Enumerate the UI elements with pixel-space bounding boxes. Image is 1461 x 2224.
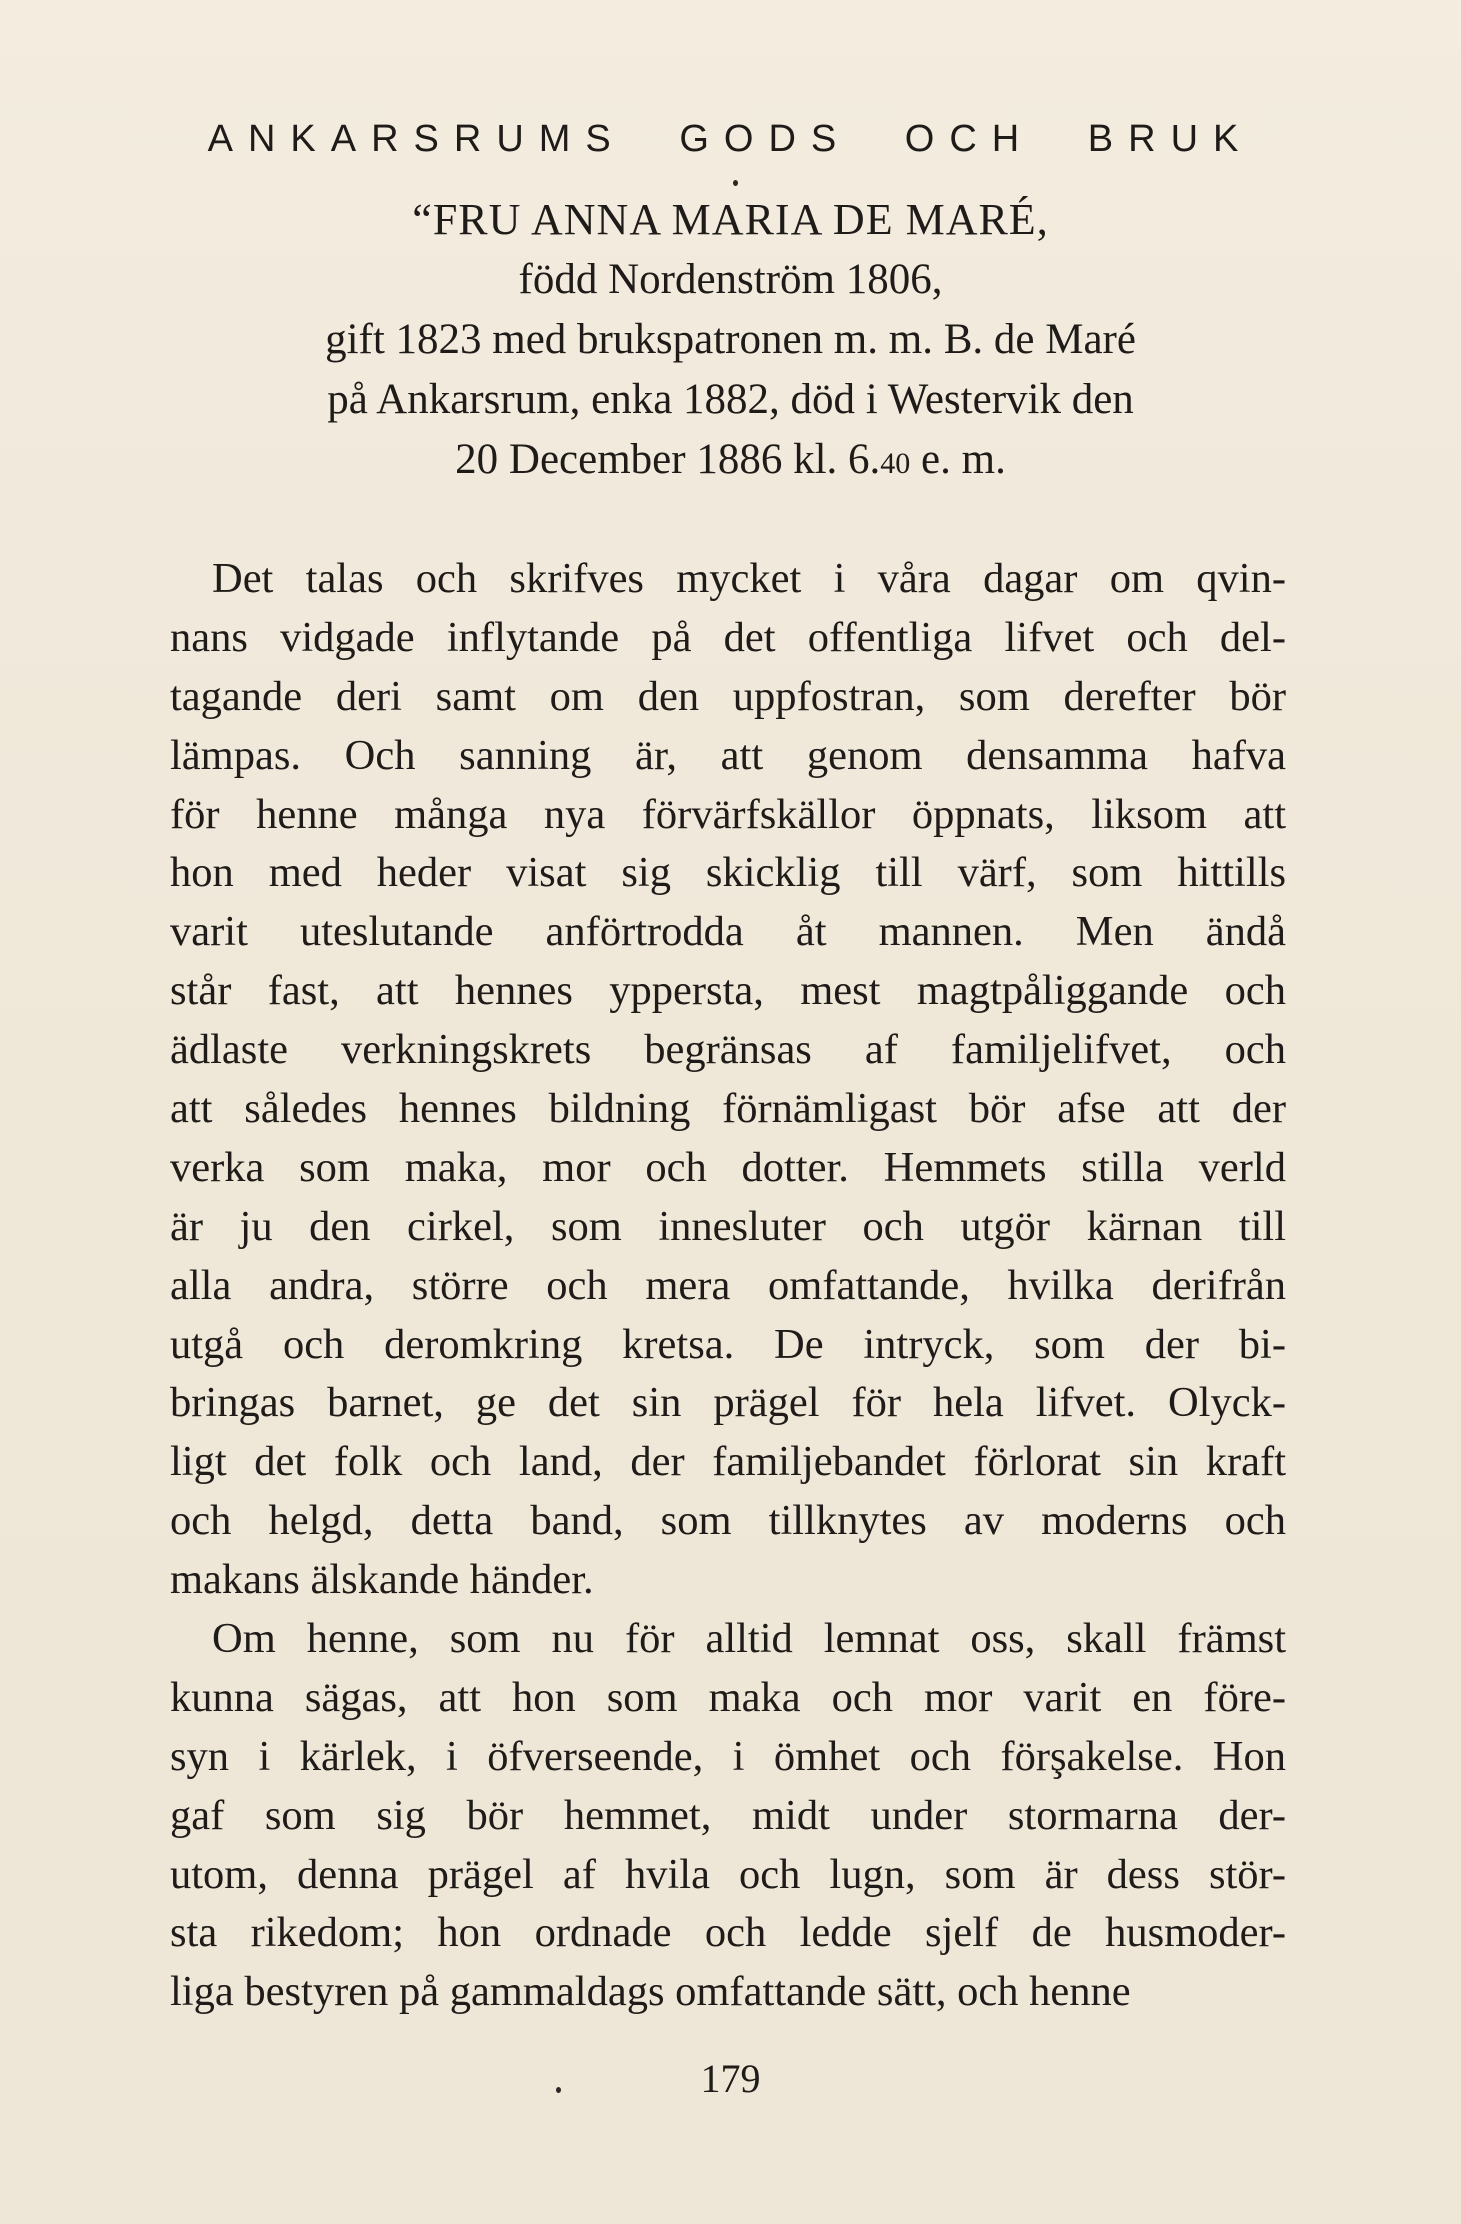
page-number: 179: [700, 2056, 761, 2101]
text-line: utom, denna prägel af hvila och lugn, som är dess stör-: [170, 1850, 1286, 1898]
text-line: tagande deri samt om den uppfostran, som derefter bör: [170, 672, 1286, 720]
text-line: bringas barnet, ge det sin prägel för hela lifvet. Olyck-: [170, 1379, 1286, 1427]
text-line: sta rikedom; hon ordnade och ledde sjelf de husmoder-: [170, 1909, 1286, 1957]
text-line: att således hennes bildning förnämligast bör afse att der: [170, 1085, 1286, 1133]
epitaph-date: 20 December 1886 kl. 6.: [455, 436, 881, 483]
text-line: är ju den cirkel, som innesluter och utgör kärnan till: [170, 1202, 1286, 1250]
text-line: ädlaste verkningskrets begränsas af familjelifvet, och: [170, 1026, 1286, 1074]
text-line: utgå och deromkring kretsa. De intryck, som der bi-: [170, 1320, 1286, 1368]
text-line: står fast, att hennes yppersta, mest magtpåliggande och: [170, 967, 1286, 1015]
epitaph-line: på Ankarsrum, enka 1882, död i Westervik den: [327, 376, 1134, 423]
text-line: och helgd, detta band, som tillknytes av moderns och: [170, 1497, 1286, 1545]
running-head: ANKARSRUMS GODS OCH BRUK: [207, 118, 1254, 160]
text-line: för henne många nya förvärfskällor öppnats, liksom att: [170, 790, 1286, 838]
paragraph: [170, 550, 1286, 1610]
text-line: liga bestyren på gammaldags omfattande sätt, och henne: [170, 1968, 1131, 2016]
epitaph-line: [0, 430, 1461, 494]
text-line: nans vidgade inflytande på det offentliga lifvet och del-: [170, 613, 1286, 661]
text-line: Det talas och skrifves mycket i våra dagar om qvin-: [212, 555, 1286, 602]
text-line: gaf som sig bör hemmet, midt under stormarna der-: [170, 1791, 1286, 1839]
text-line: kunna sägas, att hon som maka och mor varit en före-: [170, 1673, 1286, 1721]
text-line: hon med heder visat sig skicklig till värf, som hittills: [170, 849, 1286, 897]
text-line: makans älskande händer.: [170, 1556, 594, 1604]
text-line: varit uteslutande anförtrodda åt mannen. Men ändå: [170, 908, 1286, 956]
text-line: alla andra, större och mera omfattande, hvilka derifrån: [170, 1261, 1286, 1309]
text-line: syn i kärlek, i öfverseende, i ömhet och förşakelse. Hon: [170, 1732, 1286, 1780]
epitaph-line: gift 1823 med brukspatronen m. m. B. de Maré: [325, 316, 1136, 363]
text-line: lämpas. Och sanning är, att genom densamma hafva: [170, 731, 1286, 779]
epitaph-line: “FRU ANNA MARIA DE MARÉ,: [412, 195, 1049, 244]
ornament-dot: [733, 180, 738, 186]
epitaph-time-suffix: e. m.: [910, 436, 1006, 483]
epitaph-minutes: 40: [880, 447, 911, 480]
body-text: [170, 550, 1286, 2022]
text-line: Om henne, som nu för alltid lemnat oss, skall främst: [212, 1615, 1286, 1663]
paragraph: [170, 1610, 1286, 2022]
text-line: ligt det folk och land, der familjebandet förlorat sin kraft: [170, 1438, 1286, 1486]
epitaph-block: [0, 190, 1461, 494]
epitaph-line: född Nordenström 1806,: [518, 256, 943, 303]
text-line: verka som maka, mor och dotter. Hemmets stilla verld: [170, 1143, 1286, 1191]
